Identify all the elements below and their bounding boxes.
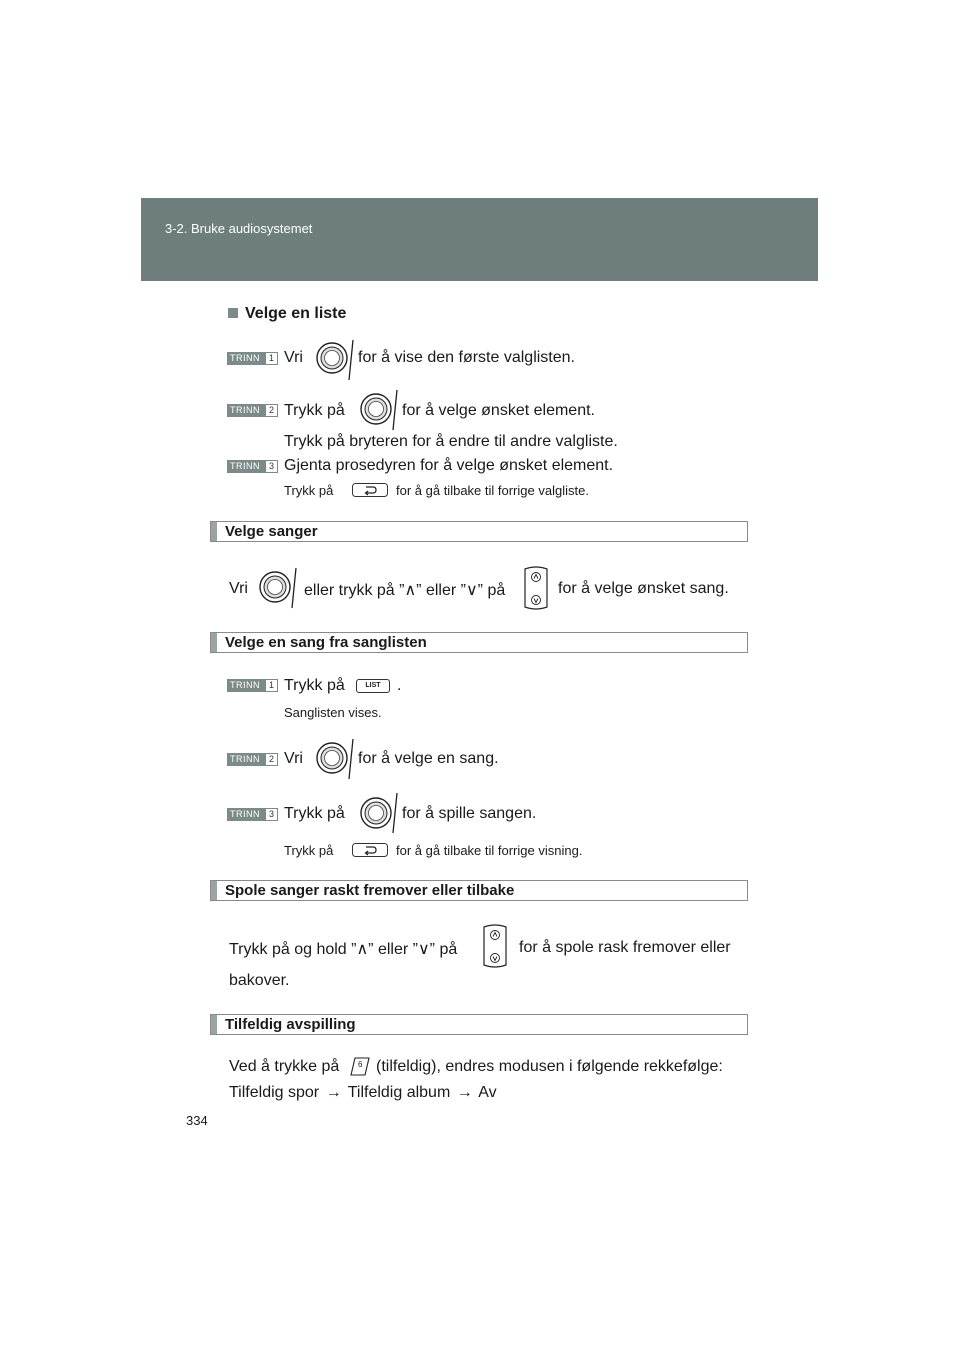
body-text: Ved å trykke på: [229, 1058, 340, 1075]
note-text: Trykk på: [284, 483, 334, 498]
body-text: Trykk på og hold ”∧” eller ”∨” på: [229, 941, 458, 958]
tune-knob-icon: [313, 737, 357, 781]
note-text: for å gå tilbake til forrige visning.: [396, 843, 583, 858]
body-text: (tilfeldig), endres modusen i følgende rekkefølge:: [376, 1058, 723, 1075]
back-button-icon: [352, 843, 388, 857]
section-song-list: Velge en sang fra sanglisten: [210, 632, 748, 653]
section-random: Tilfeldig avspilling: [210, 1014, 748, 1035]
step-text: for å velge ønsket element.: [402, 402, 595, 419]
note-text: Trykk på: [284, 843, 334, 858]
step-badge: TRINN 1: [227, 679, 278, 692]
note-text: Sanglisten vises.: [284, 705, 382, 720]
tune-knob-icon: [313, 338, 357, 382]
back-button-icon: [352, 483, 388, 497]
square-bullet-icon: [228, 308, 238, 318]
tune-knob-icon: [357, 388, 401, 432]
tune-knob-icon: [357, 791, 401, 835]
step-text: Vri: [284, 750, 303, 767]
step-badge: TRINN 1: [227, 352, 278, 365]
step-badge: TRINN 2: [227, 404, 278, 417]
random-button-icon: 6: [350, 1057, 370, 1076]
step-badge: TRINN 3: [227, 460, 278, 473]
note-text: for å gå tilbake til forrige valgliste.: [396, 483, 589, 498]
chapter-title: 3-2. Bruke audiosystemet: [165, 221, 313, 236]
step-text: Vri: [284, 349, 303, 366]
list-button-icon: LIST: [356, 679, 390, 693]
step-badge: TRINN 3: [227, 808, 278, 821]
body-text: for å spole rask fremover eller: [519, 939, 731, 956]
body-text: Vri: [229, 580, 248, 597]
seek-up-down-button-icon: [522, 565, 550, 611]
mode-sequence: Tilfeldig spor → Tilfeldig album → Av: [229, 1084, 497, 1101]
step-badge: TRINN 2: [227, 753, 278, 766]
arrow-right-icon: →: [456, 1084, 473, 1101]
subheading-select-list: Velge en liste: [228, 305, 346, 323]
step-text: for å vise den første valglisten.: [358, 349, 575, 366]
body-text: Trykk på bryteren for å endre til andre valgliste.: [284, 433, 618, 450]
body-text: bakover.: [229, 972, 290, 989]
seek-up-down-button-icon: [481, 923, 509, 969]
tune-knob-icon: [256, 565, 300, 609]
step-text: Trykk på: [284, 402, 345, 419]
body-text: for å velge ønsket sang.: [558, 580, 729, 597]
chapter-header-band: [141, 198, 818, 281]
step-text: Trykk på: [284, 677, 345, 694]
step-text: Gjenta prosedyren for å velge ønsket element.: [284, 457, 614, 474]
step-text: for å spille sangen.: [402, 805, 537, 822]
page-number: 334: [186, 1113, 208, 1128]
step-text: Trykk på: [284, 805, 345, 822]
section-fast-forward: Spole sanger raskt fremover eller tilbake: [210, 880, 748, 901]
arrow-right-icon: →: [325, 1084, 342, 1101]
section-select-songs: Velge sanger: [210, 521, 748, 542]
step-text: for å velge en sang.: [358, 750, 499, 767]
body-text: eller trykk på ”∧” eller ”∨” på: [304, 582, 506, 599]
step-text: .: [397, 677, 402, 694]
